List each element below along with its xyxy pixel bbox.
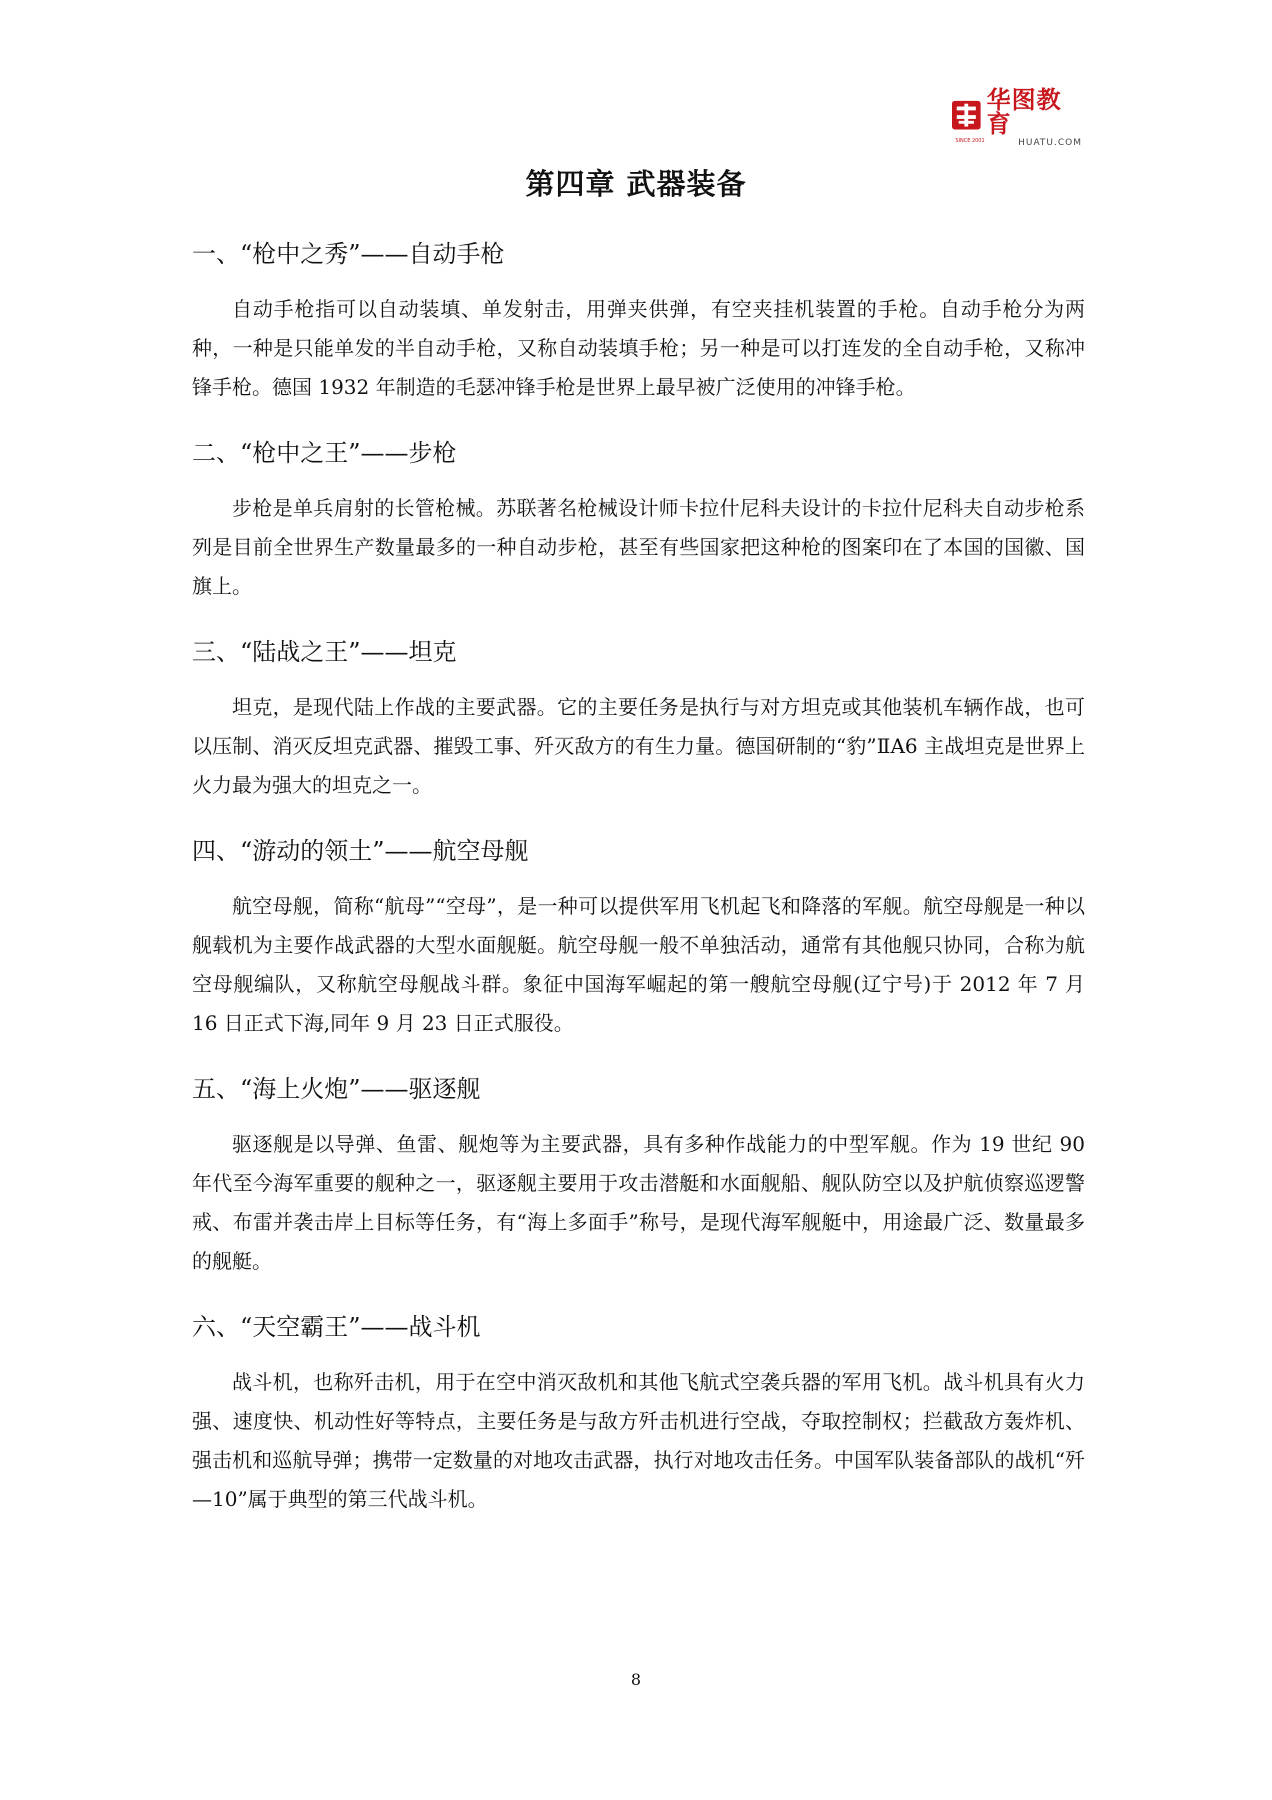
section-rifle	[192, 435, 1085, 606]
section-heading: 五、“海上火炮”——驱逐舰	[192, 1075, 481, 1103]
section-aircraft-carrier	[192, 833, 1085, 1043]
chapter-title: 第四章 武器装备	[525, 167, 747, 201]
section-body: 坦克，是现代陆上作战的主要武器。它的主要任务是执行与对方坦克或其他装机车辆作战，也可以压制、消灭反坦克武器、摧毁工事、歼灭敌方的有生力量。德国研制的“豹”ⅡA6 主战坦克是世界上火力最为强大的坦克之一。	[192, 695, 1085, 797]
huatu-logo-icon	[952, 100, 981, 136]
section-body: 战斗机，也称歼击机，用于在空中消灭敌机和其他飞航式空袭兵器的军用飞机。战斗机具有火力强、速度快、机动性好等特点，主要任务是与敌方歼击机进行空战，夺取控制权；拦截敌方轰炸机、强击机和巡航导弹；携带一定数量的对地攻击武器，执行对地攻击任务。中国军队装备部队的战机“歼—10”属于典型的第三代战斗机。	[192, 1370, 1085, 1511]
logo-domain: HUATU.COM	[1018, 138, 1082, 148]
section-fighter-jet	[192, 1309, 1085, 1519]
section-heading: 六、“天空霸王”——战斗机	[192, 1313, 481, 1341]
section-body: 步枪是单兵肩射的长管枪械。苏联著名枪械设计师卡拉什尼科夫设计的卡拉什尼科夫自动步枪系列是目前全世界生产数量最多的一种自动步枪，甚至有些国家把这种枪的图案印在了本国的国徽、国旗上。	[192, 496, 1085, 598]
section-body: 自动手枪指可以自动装填、单发射击，用弹夹供弹，有空夹挂机装置的手枪。自动手枪分为两种，一种是只能单发的半自动手枪，又称自动装填手枪；另一种是可以打连发的全自动手枪，又称冲锋手枪。德国 1932 年制造的毛瑟冲锋手枪是世界上最早被广泛使用的冲锋手枪。	[192, 297, 1085, 399]
section-heading: 一、“枪中之秀”——自动手枪	[192, 240, 505, 268]
chapter-content	[192, 236, 1085, 1547]
section-body: 航空母舰，简称“航母”“空母”，是一种可以提供军用飞机起飞和降落的军舰。航空母舰是一种以舰载机为主要作战武器的大型水面舰艇。航空母舰一般不单独活动，通常有其他舰只协同，合称为航空母舰编队，又称航空母舰战斗群。象征中国海军崛起的第一艘航空母舰(辽宁号)于 2012 年 7 月 16 日正式下海,同年 9 月 23 日正式服役。	[192, 894, 1085, 1035]
huatu-logo	[952, 86, 1082, 148]
section-body: 驱逐舰是以导弹、鱼雷、舰炮等为主要武器，具有多种作战能力的中型军舰。作为 19 世纪 90 年代至今海军重要的舰种之一，驱逐舰主要用于攻击潜艇和水面舰船、舰队防空以及护航侦察巡逻警戒、布雷并袭击岸上目标等任务，有“海上多面手”称号，是现代海军舰艇中，用途最广泛、数量最多的舰艇。	[192, 1132, 1085, 1273]
section-heading: 四、“游动的领土”——航空母舰	[192, 837, 529, 865]
logo-chinese-name: 华图教育	[986, 86, 1062, 138]
logo-text	[987, 88, 1082, 148]
section-heading: 二、“枪中之王”——步枪	[192, 439, 457, 467]
page-number: 8	[630, 1670, 642, 1689]
logo-since: SINCE 2001	[955, 138, 985, 144]
section-heading: 三、“陆战之王”——坦克	[192, 638, 457, 666]
section-destroyer	[192, 1071, 1085, 1281]
section-tank	[192, 634, 1085, 805]
section-automatic-pistol	[192, 236, 1085, 407]
